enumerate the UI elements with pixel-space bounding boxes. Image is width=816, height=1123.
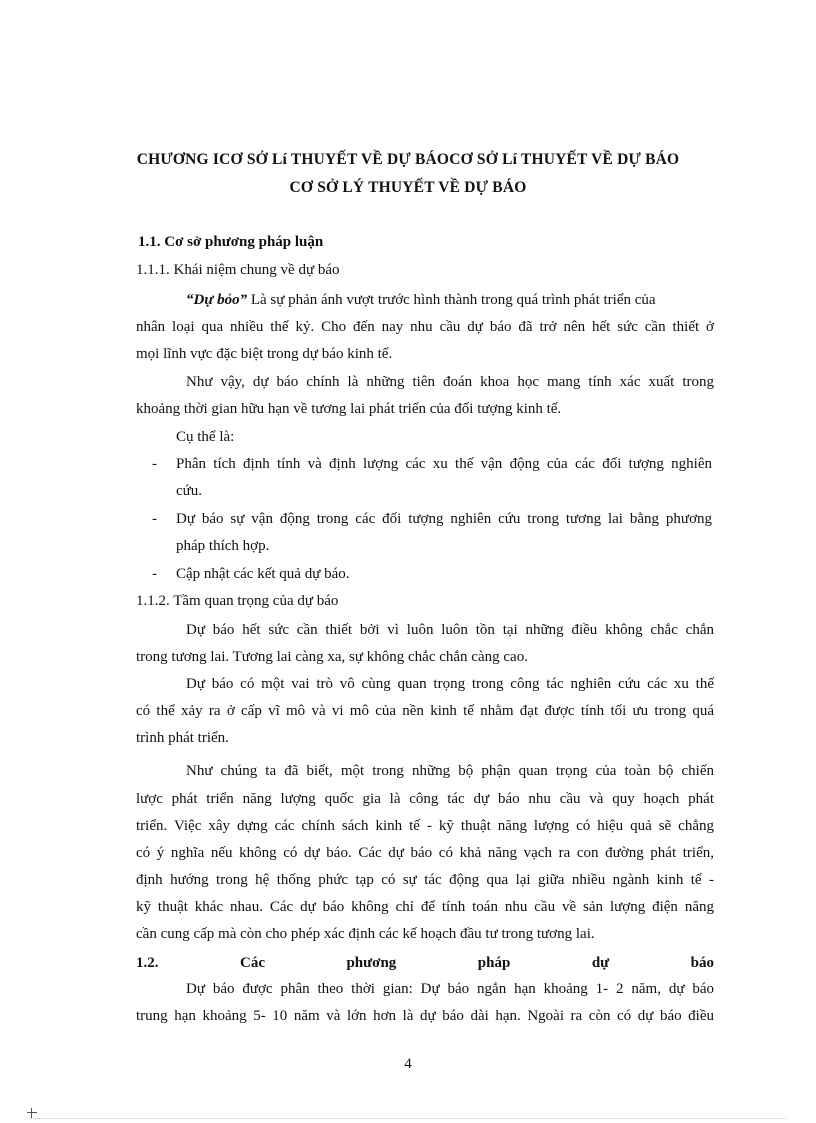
bullet-3-line-1: Cập nhật các kết quả dự báo.: [176, 566, 350, 582]
bullet-dash: -: [152, 456, 157, 472]
crop-mark-icon: [27, 1108, 37, 1118]
paragraph-5-line-1: Dự báo có một vai trò vô cùng quan trọng trong công tác nghiên cứu các xu thế: [186, 676, 714, 692]
paragraph-6-line-4: có ý nghĩa nếu không có dự báo. Các dự báo có khả năng vạch ra con đường phát triển,: [136, 845, 714, 861]
bullet-1-line-1: Phân tích định tính và định lượng các xu thế vận động của các đối tượng nghiên: [176, 456, 712, 472]
chapter-title-line-1: CHƯƠNG ICƠ SỞ Lí THUYẾT VỀ DỰ BÁOCƠ SỞ Lí THUYẾT VỀ DỰ BÁO: [136, 151, 680, 168]
paragraph-1-line-1: “Dự bỏo” Là sự phản ánh vượt trước hình thành trong quá trình phát triển của: [186, 292, 656, 308]
paragraph-4-line-1: Dự báo hết sức cần thiết bởi vì luôn luôn tồn tại những điều không chắc chắn: [186, 622, 714, 638]
paragraph-7-line-1: Dự báo được phân theo thời gian: Dự báo ngắn hạn khoảng 1- 2 năm, dự báo: [186, 981, 714, 997]
bullet-1-line-2: cứu.: [176, 483, 203, 499]
page-bottom-divider: [30, 1118, 786, 1119]
bullet-2-line-1: Dự báo sự vận động trong các đối tượng nghiên cứu trong tương lai bằng phương: [176, 511, 712, 527]
paragraph-7-line-2: trung hạn khoảng 5- 10 năm và lớn hơn là dự báo dài hạn. Ngoài ra còn có dự báo điều: [136, 1008, 714, 1024]
paragraph-6-line-5: định hướng trong hệ thống phức tạp có sự tác động qua lại giữa nhiều ngành kinh tế -: [136, 872, 714, 888]
paragraph-6-line-6: kỹ thuật khác nhau. Các dự báo không chỉ để tính toán nhu cầu về sản lượng điện năng: [136, 899, 714, 915]
section-heading-1-2: 1.2. Các phương pháp dự báo: [136, 955, 714, 971]
bullet-dash: -: [152, 511, 157, 527]
section-heading-1-1: 1.1. Cơ sở phương pháp luận: [138, 234, 324, 250]
bullet-dash: -: [152, 566, 157, 582]
paragraph-4-line-2: trong tương lai. Tương lai càng xa, sự không chắc chắn càng cao.: [136, 649, 528, 665]
defined-term: “Dự bỏo”: [186, 292, 248, 308]
paragraph-2-line-1: Như vậy, dự báo chính là những tiên đoán khoa học mang tính xác xuất trong: [186, 374, 714, 390]
paragraph-2-line-2: khoảng thời gian hữu hạn về tương lai phát triển của đối tượng kinh tế.: [136, 401, 562, 417]
paragraph-6-line-1: Như chúng ta đã biết, một trong những bộ phận quan trọng của toàn bộ chiến: [186, 763, 714, 779]
paragraph-6-line-3: triển. Việc xây dựng các chính sách kinh tế - kỹ thuật năng lượng có hiệu quả sẽ chẳng: [136, 818, 714, 834]
paragraph-6-line-2: lược phát triển năng lượng quốc gia là công tác dự báo nhu cầu và quy hoạch phát: [136, 791, 714, 807]
paragraph-5-line-3: trình phát triển.: [136, 730, 229, 746]
chapter-title-line-2: CƠ SỞ LÝ THUYẾT VỀ DỰ BÁO: [289, 179, 527, 196]
paragraph-6-line-7: cần cung cấp mà còn cho phép xác định các kế hoạch đầu tư trong tương lai.: [136, 926, 595, 942]
subsection-heading-1-1-1: 1.1.1. Khái niệm chung về dự báo: [136, 262, 340, 278]
subsection-heading-1-1-2: 1.1.2. Tầm quan trọng của dự báo: [136, 593, 339, 609]
paragraph-5-line-2: có thể xảy ra ở cấp vĩ mô và vi mô của nền kinh tế nhằm đạt được tính tối ưu trong quá: [136, 703, 714, 719]
paragraph-3: Cụ thể là:: [176, 429, 235, 445]
paragraph-1-line-2: nhân loại qua nhiều thế kỷ. Cho đến nay nhu cầu dự báo đã trở nên hết sức cần thiết ở: [136, 319, 714, 335]
page-number: 4: [404, 1056, 412, 1072]
bullet-2-line-2: pháp thích hợp.: [176, 538, 270, 554]
paragraph-1-line-3: mọi lĩnh vực đặc biệt trong dự báo kinh tế.: [136, 346, 393, 362]
